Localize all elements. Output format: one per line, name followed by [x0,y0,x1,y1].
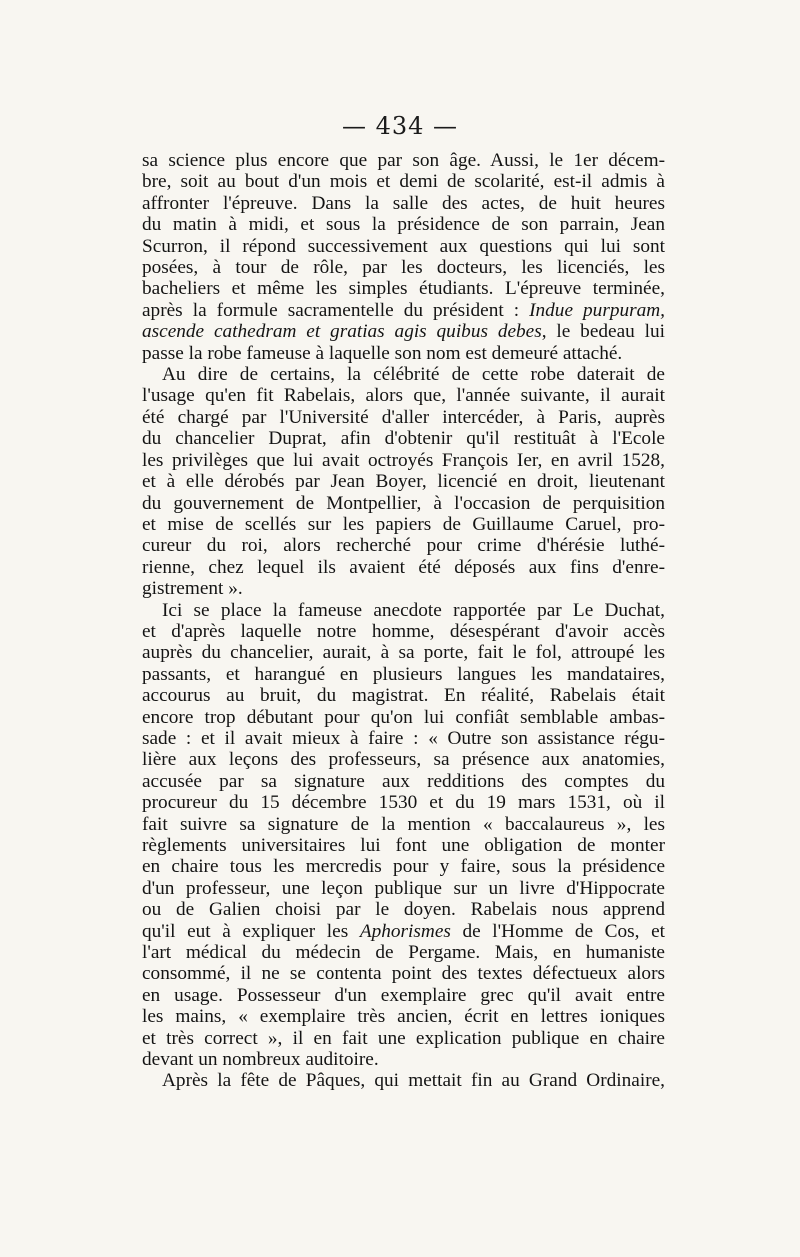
text-line: auprès du chancelier, aurait, à sa porte, fait le fol, attroupé les [142,642,665,664]
text-line: lière aux leçons des professeurs, sa présence aux anatomies, [142,749,665,771]
text-line: et d'après laquelle notre homme, désespérant d'avoir accès [142,620,665,642]
text-line [142,300,665,321]
text-line: ou de Galien choisi par le doyen. Rabelais nous apprend [142,899,665,921]
text-line: l'usage qu'en fit Rabelais, alors que, l'année suivante, il aurait [142,385,665,407]
text-line: Après la fête de Pâques, qui mettait fin au Grand Ordinaire, [162,1070,665,1092]
text-line: bre, soit au bout d'un mois et demi de scolarité, est-il admis à [142,171,665,193]
text-line: en chaire tous les mercredis pour y faire, sous la présidence [142,856,665,878]
text-line: Au dire de certains, la célébrité de cette robe daterait de [162,364,665,386]
italic-text-run: Indue purpuram, [529,299,665,321]
text-line: sa science plus encore que par son âge. Aussi, le 1er décem- [142,150,665,171]
text-line: les privilèges que lui avait octroyés François Ier, en avril 1528, [142,449,665,471]
text-line: consommé, il ne se contenta point des textes défectueux alors [142,963,665,985]
text-line: rienne, chez lequel ils avaient été déposés aux fins d'enre- [142,556,665,578]
text-line: Scurron, il répond successivement aux questions qui lui sont [142,235,665,257]
body-text [142,150,665,1092]
text-line: et à elle dérobés par Jean Boyer, licencié en droit, lieutenant [142,471,665,493]
text-line: affronter l'épreuve. Dans la salle des actes, de huit heures [142,192,665,214]
text-line: accusée par sa signature aux redditions des comptes du [142,770,665,792]
italic-text-run: ascende cathedram et gratias agis quibus debes [142,321,542,343]
italic-text-run: Aphorismes [359,920,451,942]
text-line: et mise de scellés sur les papiers de Guillaume Caruel, pro- [142,513,665,535]
text-line: gistrement ». [142,578,243,600]
text-line: sade : et il avait mieux à faire : « Outre son assistance régu- [142,727,665,749]
text-line: procureur du 15 décembre 1530 et du 19 mars 1531, où il [142,792,665,814]
page-number: — 434 — [341,112,459,140]
text-line: devant un nombreux auditoire. [142,1049,379,1071]
text-line: passe la robe fameuse à laquelle son nom est demeuré attaché. [142,342,623,364]
text-run: , le bedeau lui [541,321,665,343]
text-line: en usage. Possesseur d'un exemplaire grec qu'il avait entre [142,984,665,1006]
text-line: règlements universitaires lui font une obligation de monter [142,835,665,856]
text-line [142,321,665,342]
text-line: les mains, « exemplaire très ancien, écrit en lettres ioniques [142,1006,665,1028]
text-line: et très correct », il en fait une explication publique en chaire [142,1027,665,1049]
text-line: fait suivre sa signature de la mention « baccalaureus », les [142,813,665,835]
text-line: du gouvernement de Montpellier, à l'occasion de perquisition [142,492,665,514]
text-run: qu'il eut à expliquer les [142,920,360,942]
text-line: Ici se place la fameuse anecdote rapportée par Le Duchat, [162,599,665,621]
text-line: été chargé par l'Université d'aller intercéder, à Paris, auprès [142,406,665,428]
text-line: passants, et harangué en plusieurs langues les mandataires, [142,663,665,685]
text-run: de l'Homme de Cos, et [450,920,666,942]
text-line: bacheliers et même les simples étudiants. L'épreuve terminée, [142,278,665,300]
text-line: l'art médical du médecin de Pergame. Mais, en humaniste [142,942,665,964]
text-line: d'un professeur, une leçon publique sur un livre d'Hippocrate [142,877,665,899]
text-line: du chancelier Duprat, afin d'obtenir qu'il restituât à l'Ecole [142,428,665,450]
text-line: posées, à tour de rôle, par les docteurs, les licenciés, les [142,257,665,279]
text-line: du matin à midi, et sous la présidence de son parrain, Jean [142,214,665,236]
text-line [142,921,665,942]
text-line: accourus au bruit, du magistrat. En réalité, Rabelais était [142,685,665,707]
text-line: encore trop débutant pour qu'on lui confiât semblable ambas- [142,706,665,728]
text-run: après la formule sacramentelle du président : [142,299,530,321]
text-line: cureur du roi, alors recherché pour crime d'hérésie luthé- [142,535,665,557]
